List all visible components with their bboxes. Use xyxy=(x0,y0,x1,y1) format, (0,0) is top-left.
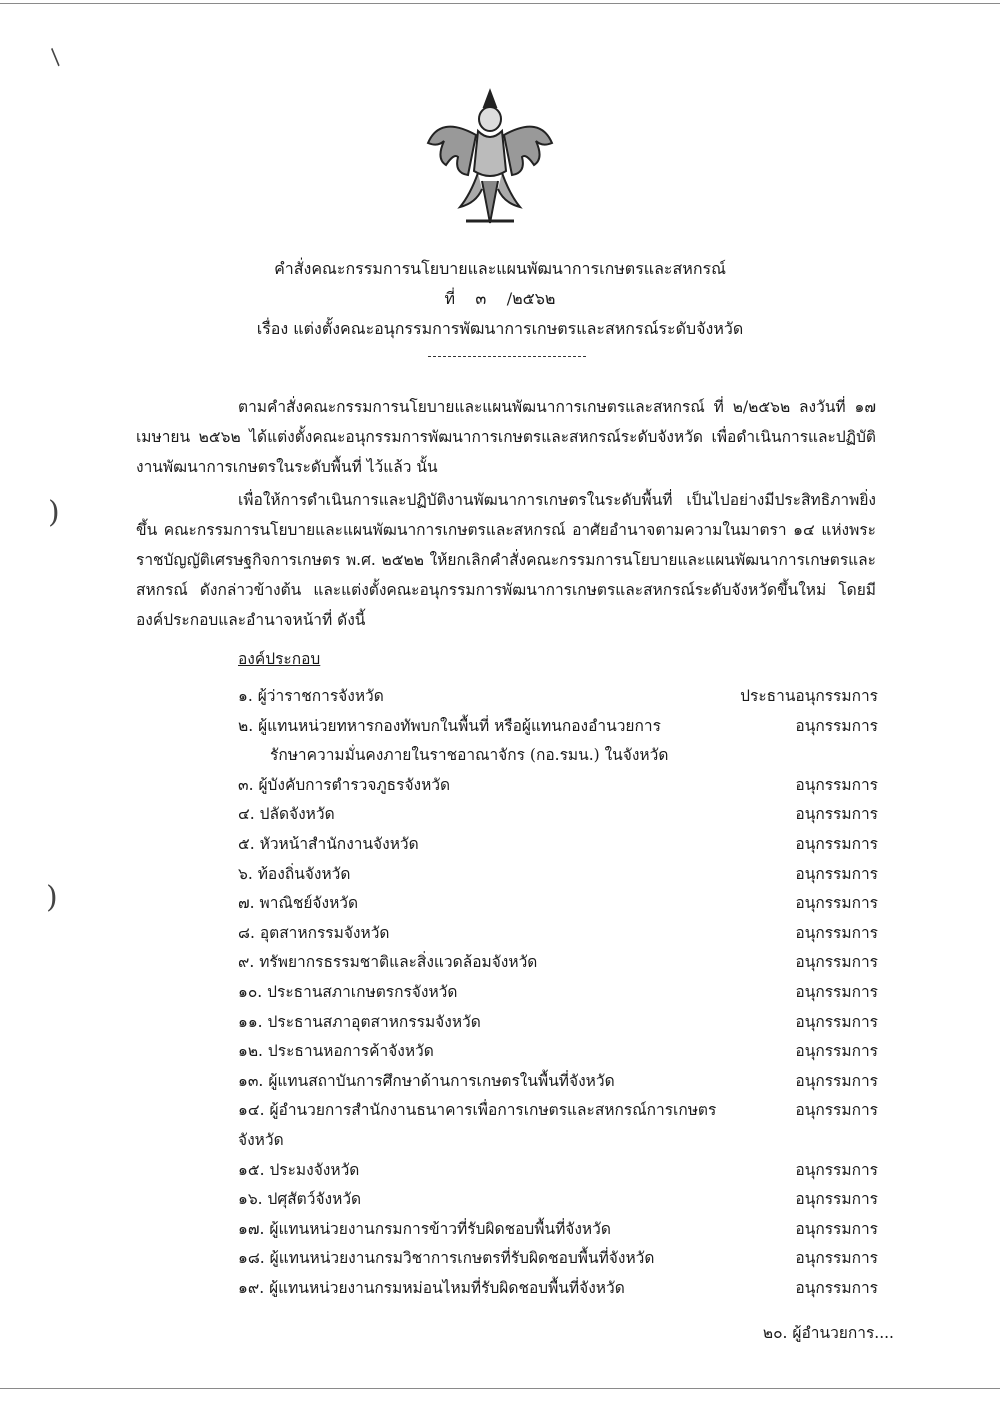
member-row xyxy=(238,889,878,919)
member-role: อนุกรรมการ xyxy=(795,1101,878,1120)
member-number: ๙. xyxy=(238,953,255,972)
member-number: ๑๖. xyxy=(238,1190,263,1209)
member-list xyxy=(238,682,878,1303)
member-name: ผู้แทนหน่วยงานกรมวิชาการเกษตรที่รับผิดชอบพื้นที่จังหวัด xyxy=(269,1249,655,1268)
member-row xyxy=(238,919,878,949)
scan-bottom-edge xyxy=(0,1388,1000,1389)
member-row xyxy=(238,771,878,801)
member-row xyxy=(238,1215,878,1245)
member-role: ประธานอนุกรรมการ xyxy=(740,687,878,705)
member-name: อุตสาหกรรมจังหวัด xyxy=(259,923,390,942)
member-number: ๕. xyxy=(238,834,255,853)
member-row xyxy=(238,860,878,890)
member-name: ประธานสภาอุตสาหกรรมจังหวัด xyxy=(267,1012,481,1031)
member-number: ๑๙. xyxy=(238,1278,265,1297)
member-name: ประมงจังหวัด xyxy=(269,1160,360,1179)
pen-mark: / xyxy=(44,45,67,70)
member-role: อนุกรรมการ xyxy=(795,923,878,942)
member-name: ผู้แทนสถาบันการศึกษาด้านการเกษตรในพื้นที่จังหวัด xyxy=(268,1071,615,1090)
member-number: ๑๐. xyxy=(238,982,263,1001)
member-row xyxy=(238,1185,878,1215)
member-name: ผู้แทนหน่วยงานกรมการข้าวที่รับผิดชอบพื้นที่จังหวัด xyxy=(269,1219,611,1238)
order-number: ที่ ๓ /๒๕๖๒ xyxy=(444,289,556,308)
member-number: ๑๔. xyxy=(238,1101,265,1120)
member-name: หัวหน้าสำนักงานจังหวัด xyxy=(259,834,419,853)
member-role: อนุกรรมการ xyxy=(795,1012,878,1031)
member-role: อนุกรรมการ xyxy=(795,1160,878,1179)
member-role: อนุกรรมการ xyxy=(795,1249,878,1268)
member-name: ประธานหอการค้าจังหวัด xyxy=(267,1042,434,1061)
member-number: ๑๒. xyxy=(238,1042,263,1061)
member-number: ๒. xyxy=(238,716,254,735)
member-name: ท้องถิ่นจังหวัด xyxy=(257,864,351,883)
member-row xyxy=(238,1037,878,1067)
member-number: ๑๑. xyxy=(238,1012,263,1031)
member-name: ผู้ว่าราชการจังหวัด xyxy=(257,687,384,705)
member-row xyxy=(238,712,878,771)
punch-hole-mark: ) xyxy=(46,880,58,915)
member-number: ๑๗. xyxy=(238,1219,265,1238)
member-number: ๑๓. xyxy=(238,1071,264,1090)
member-row xyxy=(238,800,878,830)
member-name: ปศุสัตว์จังหวัด xyxy=(267,1190,362,1209)
member-name-continued: รักษาความมั่นคงภายในราชอาณาจักร (กอ.รมน.) ในจังหวัด xyxy=(270,746,669,765)
paragraph-background: ตามคำสั่งคณะกรรมการนโยบายและแผนพัฒนาการเกษตรและสหกรณ์ ที่ ๒/๒๕๖๒ ลงวันที่ ๑๗ เมษายน ๒๕๖๒ ได้แต่งตั้งคณะอนุกรรมการพัฒนาการเกษตรและสหกรณ์ระดับจังหวัด เพื่อดำเนินการและปฏิบัติงานพัฒนาการเกษตรในระดับพื้นที่ ไว้แล้ว นั้น xyxy=(136,398,876,476)
member-role: อนุกรรมการ xyxy=(795,864,878,883)
member-role: อนุกรรมการ xyxy=(795,953,878,972)
member-row xyxy=(238,1067,878,1097)
member-row xyxy=(238,830,878,860)
member-number: ๔. xyxy=(238,805,255,824)
member-row xyxy=(238,682,878,712)
member-row xyxy=(238,1156,878,1186)
member-role: อนุกรรมการ xyxy=(795,1278,878,1297)
member-role: อนุกรรมการ xyxy=(795,834,878,853)
member-name: พาณิชย์จังหวัด xyxy=(259,894,359,913)
member-role: อนุกรรมการ xyxy=(795,775,878,794)
member-number: ๑๕. xyxy=(238,1160,265,1179)
member-role: อนุกรรมการ xyxy=(795,716,878,735)
scan-top-edge xyxy=(0,3,1000,4)
member-name: ผู้แทนหน่วยทหารกองทัพบกในพื้นที่ หรือผู้แทนกองอำนวยการ xyxy=(258,716,661,735)
member-number: ๑๘. xyxy=(238,1249,265,1268)
member-role: อนุกรรมการ xyxy=(795,1071,878,1090)
member-role: อนุกรรมการ xyxy=(795,894,878,913)
member-row xyxy=(238,1008,878,1038)
member-row xyxy=(238,978,878,1008)
member-number: ๖. xyxy=(238,864,253,883)
member-name: ปลัดจังหวัด xyxy=(259,805,335,824)
paragraph-authority: เพื่อให้การดำเนินการและปฏิบัติงานพัฒนาการเกษตรในระดับพื้นที่ เป็นไปอย่างมีประสิทธิภาพยิ่งขึ้น คณะกรรมการนโยบายและแผนพัฒนาการเกษตรและสหกรณ์ อาศัยอำนาจตามความในมาตรา ๑๔ แห่งพระราชบัญญัติเศรษฐกิจการเกษตร พ.ศ. ๒๕๒๒ ให้ยกเลิกคำสั่งคณะกรรมการนโยบายและแผนพัฒนาการเกษตรและสหกรณ์ ดังกล่าวข้างต้น และแต่งตั้งคณะอนุกรรมการพัฒนาการเกษตรและสหกรณ์ระดับจังหวัดขึ้นใหม่ โดยมีองค์ประกอบและอำนาจหน้าที่ ดังนี้ xyxy=(136,491,876,629)
garuda-emblem xyxy=(420,85,560,235)
member-role: อนุกรรมการ xyxy=(795,1190,878,1209)
member-row xyxy=(238,1096,878,1155)
composition-label: องค์ประกอบ xyxy=(238,650,321,668)
order-subject: เรื่อง แต่งตั้งคณะอนุกรรมการพัฒนาการเกษตรและสหกรณ์ระดับจังหวัด xyxy=(256,319,744,338)
member-name: ผู้อำนวยการสำนักงานธนาคารเพื่อการเกษตรและสหกรณ์การเกษตร จังหวัด xyxy=(238,1101,717,1149)
member-row xyxy=(238,1244,878,1274)
order-title: คำสั่งคณะกรรมการนโยบายและแผนพัฒนาการเกษตรและสหกรณ์ xyxy=(274,259,726,278)
punch-hole-mark: ) xyxy=(48,495,60,530)
member-role: อนุกรรมการ xyxy=(795,1042,878,1061)
member-name: ผู้บังคับการตำรวจภูธรจังหวัด xyxy=(258,775,451,794)
member-name: ทรัพยากรธรรมชาติและสิ่งแวดล้อมจังหวัด xyxy=(259,953,538,972)
member-number: ๘. xyxy=(238,923,255,942)
continued-marker: ๒๐. ผู้อำนวยการ.... xyxy=(762,1324,894,1342)
member-name: ประธานสภาเกษตรกรจังหวัด xyxy=(267,982,458,1001)
member-role: อนุกรรมการ xyxy=(795,982,878,1001)
title-divider xyxy=(428,356,586,357)
member-name: ผู้แทนหน่วยงานกรมหม่อนไหมที่รับผิดชอบพื้นที่จังหวัด xyxy=(269,1278,625,1297)
member-number: ๓. xyxy=(238,775,254,794)
member-row xyxy=(238,948,878,978)
member-role: อนุกรรมการ xyxy=(795,805,878,824)
member-number: ๗. xyxy=(238,894,255,913)
member-row xyxy=(238,1274,878,1304)
member-role: อนุกรรมการ xyxy=(795,1219,878,1238)
member-number: ๑. xyxy=(238,687,253,705)
